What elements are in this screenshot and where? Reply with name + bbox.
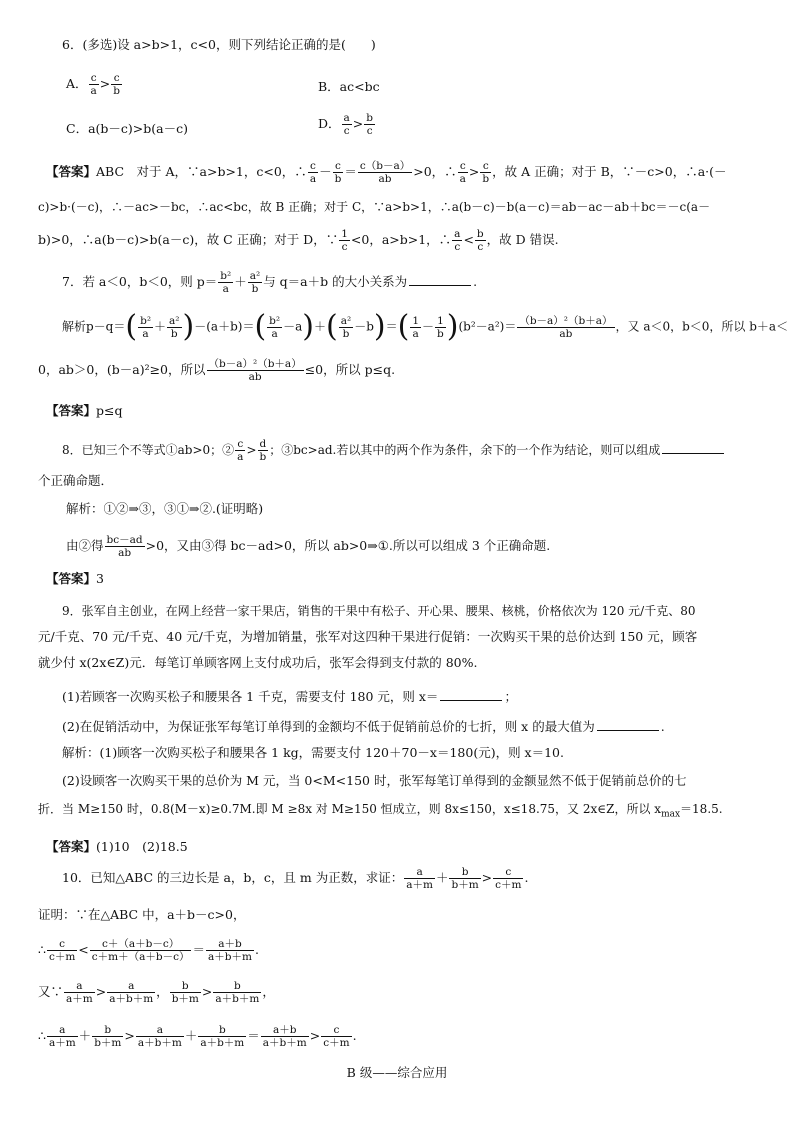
fraction: $\frac{b}{c}$ xyxy=(366,112,374,137)
q9-part-1: (1)若顾客一次购买松子和腰果各 1 千克，需要支付 180 元，则 x＝ ； xyxy=(62,689,517,704)
answer-tag: 【答案】 xyxy=(46,164,97,179)
q6-option-a: A． $\frac{c}{a}$ > $\frac{c}{b}$ xyxy=(66,72,121,97)
q6-answer-line-1: 【答案】ABC 对于 A，∵a>b>1，c<0，∴ $\frac{c}{a}$ － $\frac{c}{b}$ ＝ $\frac{c(b-a)}{ab}$ >0，∴ $\frac{c}{a}$ > $\frac{c}{b}$ ，故 A 正确；对于 B，∵－c>0，∴a·(－ xyxy=(46,160,727,185)
option-label: A． xyxy=(66,76,88,91)
answer-blank xyxy=(409,273,471,286)
fraction: $\frac{c}{b}$ xyxy=(113,72,121,97)
q8-solution-line-1: 解析：①②⇒③，③①⇒②.(证明略) xyxy=(66,501,264,516)
q6-option-c: C．a(b－c)>b(a－c) xyxy=(66,121,188,136)
q7-solution-line-1: 解析p－q＝( $\frac{\text{b²}}{a}$ ＋ $\frac{\text{a²}}{b}$ )－(a＋b)＝( $\frac{\text{b²}}{a}$ －a)＋( $\frac{\text{a²}}{b}$ －b)＝( $\frac{1}{a}$ － $\frac{1}{b}$ )(b²－a²)＝ $\frac{\text{（b－a）²（b＋a）}}{ab}$ ，又 a＜0，b＜0，所以 b＋a＜ xyxy=(62,309,789,344)
q6-option-d: D． $\frac{a}{c}$ > $\frac{b}{c}$ xyxy=(318,112,374,137)
q7-answer: 【答案】p≤q xyxy=(46,403,123,418)
q8-answer: 【答案】3 xyxy=(46,571,104,586)
fraction: $\frac{a}{c}$ xyxy=(343,112,350,137)
fraction: $\frac{c}{a}$ xyxy=(90,72,97,97)
answer-blank xyxy=(440,688,502,701)
section-title: B 级——综合应用 xyxy=(346,1065,448,1080)
q10-proof-line-3: 又∵ $\frac{a}{a+m}$ > $\frac{a}{a+b+m}$ ， $\frac{b}{b+m}$ > $\frac{b}{a+b+m}$ ， xyxy=(38,980,275,1005)
q10-stem: 10．已知△ABC 的三边长是 a，b，c，且 m 为正数，求证： $\frac{a}{a+m}$ ＋ $\frac{b}{b+m}$ > $\frac{c}{c+m}$ . xyxy=(62,866,529,891)
q7-solution-line-2: 0，ab＞0，(b－a)²≥0，所以 $\frac{\text{（b－a）²（b＋a）}}{ab}$ ≤0，所以 p≤q. xyxy=(38,358,396,383)
q9-stem-line-3: 就少付 x(2x∈Z)元．每笔订单顾客网上支付成功后，张军会得到支付款的 80%. xyxy=(38,655,478,670)
q9-solution-line-3: 折．当 M≥150 时，0.8(M－x)≥0.7M.即 M ≥8x 对 M≥150 恒成立，则 8x≤150，x≤18.75，又 2x∈Z，所以 $x_{max}=18.5$. xyxy=(38,802,723,820)
q9-stem-line-1: 9．张军自主创业，在网上经营一家干果店，销售的干果中有松子、开心果、腰果、核桃，价格依次为 120 元/千克、80 xyxy=(62,604,696,618)
answer-blank xyxy=(597,718,659,731)
q8-solution-line-2: 由②得 $\frac{bc-ad}{ab}$ >0，又由③得 bc－ad>0，所以 ab>0⇒①.所以可以组成 3 个正确命题. xyxy=(66,534,551,559)
q8-stem: 8．已知三个不等式①ab>0；② $\frac{c}{a}$ > $\frac{d}{b}$ ；③bc>ad.若以其中的两个作为条件，余下的一个作为结论，则可以组成 xyxy=(62,438,726,463)
q9-stem-line-2: 元/千克、70 元/千克、40 元/千克，为增加销量，张军对这四种干果进行促销：一次购买干果的总价达到 150 元，顾客 xyxy=(38,629,698,644)
q10-proof-line-4: ∴ $\frac{a}{a+m}$ ＋ $\frac{b}{b+m}$ > $\frac{a}{a+b+m}$ ＋ $\frac{b}{a+b+m}$ ＝ $\frac{a+b}{a+b+m}$ > $\frac{c}{c+m}$ . xyxy=(38,1024,357,1049)
q10-proof-line-1: 证明：∵在△ABC 中，a＋b－c>0， xyxy=(38,907,246,922)
q6-answer-line-2: c)>b·(－c)，∴－ac>－bc，∴ac<bc，故 B 正确；对于 C，∵a>b>1，∴a(b－c)－b(a－c)＝ab－ac－ab＋bc＝－c(a－ xyxy=(38,200,711,214)
q9-part-2: (2)在促销活动中，为保证张军每笔订单得到的金额均不低于促销前总价的七折，则 x 的最大值为 . xyxy=(62,719,665,734)
q7-stem: 7．若 a＜0，b＜0，则 p＝ $\frac{\text{b²}}{a}$ ＋ $\frac{\text{a²}}{b}$ 与 q＝a＋b 的大小关系为 . xyxy=(62,270,478,295)
q6-answer-line-3: b)>0，∴a(b－c)>b(a－c)，故 C 正确；对于 D，∵ $\frac{1}{c}$ <0，a>b>1，∴ $\frac{a}{c}$ < $\frac{b}{c}$ ，故 D 错误. xyxy=(38,228,559,253)
q6-option-b: B．ac<bc xyxy=(318,79,380,94)
q8-stem-line-2: 个正确命题． xyxy=(38,473,114,488)
q10-proof-line-2: ∴ $\frac{c}{c+m}$ < $\frac{c+(a+b-c)}{c+m+(a+b-c)}$ ＝ $\frac{a+b}{a+b+m}$ . xyxy=(38,938,259,963)
answer-blank xyxy=(662,441,724,454)
q9-answer: 【答案】(1)10 (2)18.5 xyxy=(46,839,188,854)
q9-solution-line-1: 解析：(1)顾客一次购买松子和腰果各 1 kg，需要支付 120＋70－x＝180(元)，则 x＝10. xyxy=(62,745,564,760)
q6-stem: 6．(多选)设 a>b>1，c<0，则下列结论正确的是( ) xyxy=(62,37,376,52)
q9-solution-line-2: (2)设顾客一次购买干果的总价为 M 元，当 0<M<150 时，张军每笔订单得到的金额显然不低于促销前总价的七 xyxy=(62,773,687,788)
